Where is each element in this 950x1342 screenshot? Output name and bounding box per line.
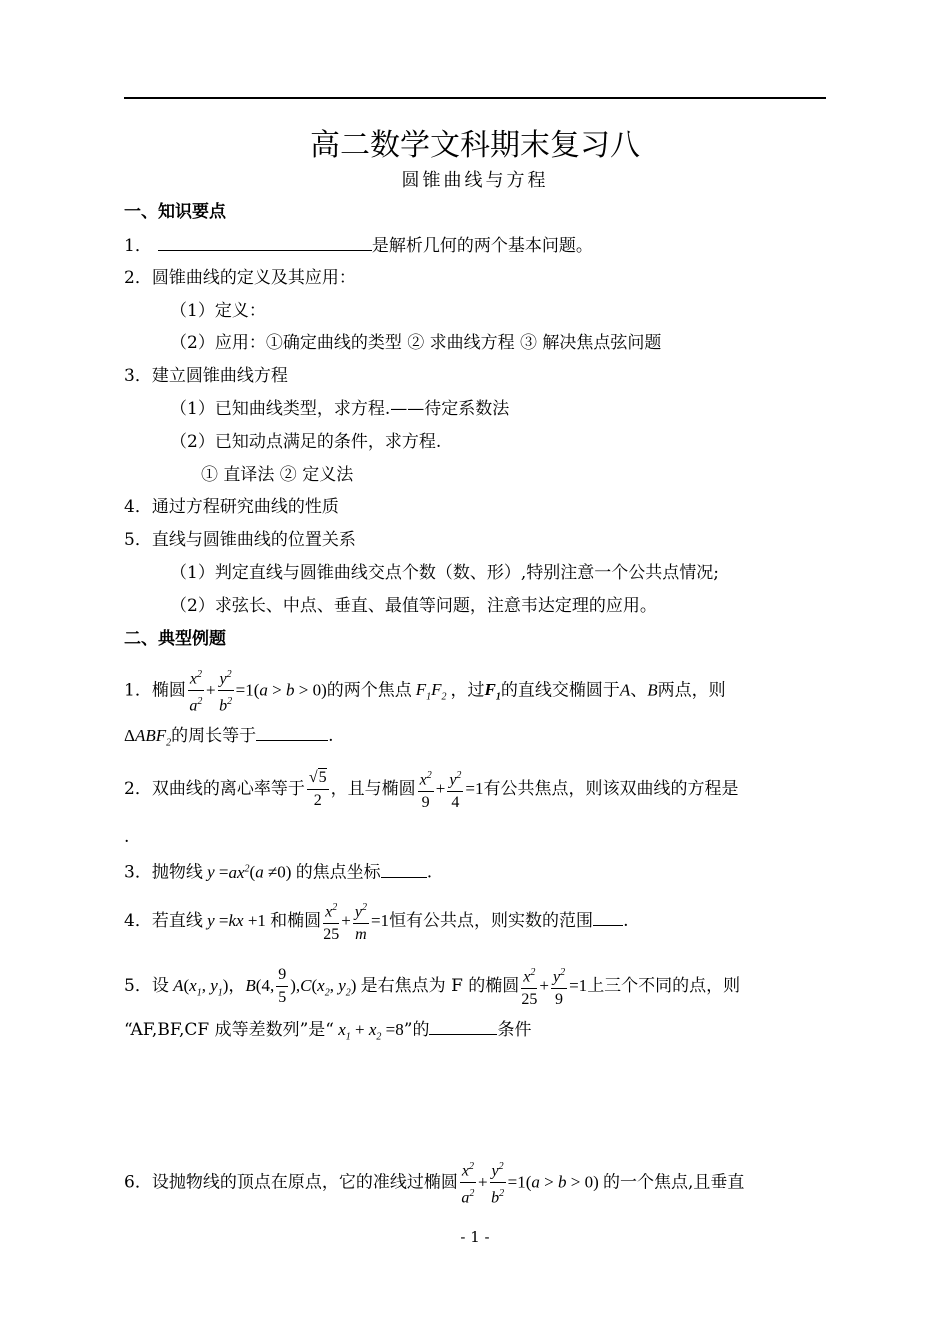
problem-2-end: .: [124, 827, 130, 847]
fill-blank[interactable]: [158, 232, 372, 251]
header-rule: [124, 97, 826, 99]
fraction: $\frac{y^2}{b^2}$: [490, 1156, 506, 1210]
section-heading-examples: 二、典型例题: [124, 629, 226, 649]
page-title: 高二数学文科期末复习八: [310, 128, 640, 163]
fraction: $\frac{x^2}{25}$: [521, 962, 537, 1011]
page-subtitle: 圆锥曲线与方程: [401, 170, 549, 191]
knowledge-item-1: 1． 是解析几何的两个基本问题。: [124, 232, 593, 259]
fraction: $\frac{y^2}{4}$: [447, 765, 463, 814]
problem-1-line-2: $\Delta ABF_2$的周长等于 .: [124, 722, 334, 756]
problem-3: 3．抛物线 $y =ax^2(a \ne 0)$ 的焦点坐标 .: [124, 856, 432, 886]
knowledge-item-2: 2．圆锥曲线的定义及其应用：: [124, 268, 356, 288]
knowledge-item-5-1: （1）判定直线与圆锥曲线交点个数（数、形）,特别注意一个公共点情况;: [170, 563, 719, 583]
fraction: $\frac{y^2}{9}$: [551, 962, 567, 1011]
knowledge-item-4: 4．通过方程研究曲线的性质: [124, 497, 339, 517]
page-number: - 1 -: [460, 1228, 490, 1246]
fraction: $\frac{√5}{2}$: [308, 769, 327, 810]
problem-4: 4．若直线 y =kx +1 和椭圆 $\frac{x^2}{25}$ + $\frac{y^2}{m}$ =1恒有公共点，则实数的范围 .: [124, 897, 628, 946]
knowledge-item-2-2: （2）应用：①确定曲线的类型 ② 求曲线方程 ③ 解决焦点弦问题: [170, 333, 662, 353]
fraction: $\frac{x^2}{25}$: [323, 897, 339, 946]
fraction: $\frac{x^2}{a^2}$: [188, 664, 204, 718]
fraction: $\frac{y^2}{b^2}$: [218, 664, 234, 718]
problem-5-line-1: 5．设 $A(x_1$, $y_1$)，B(4, $\frac{9}{5}$ )$,C(x_2$, $y_2$) 是右焦点为 F 的椭圆 $\frac{x^2}{25}$ + $\frac{y^2}{9}$ =1上三个不同的点，则: [124, 962, 740, 1011]
problem-2-line-1: 2．双曲线的离心率等于 $\frac{√5}{2}$ ，且与椭圆 $\frac{x^2}{9}$ + $\frac{y^2}{4}$ =1有公共焦点，则该双曲线的方程是: [124, 765, 739, 814]
fill-blank[interactable]: [381, 859, 427, 878]
fraction: $\frac{y^2}{m}$: [353, 897, 369, 946]
fill-blank[interactable]: [256, 722, 328, 741]
fill-blank[interactable]: [429, 1016, 497, 1035]
fraction: $\frac{9}{5}$: [278, 966, 287, 1007]
knowledge-item-3-2: （2）已知动点满足的条件，求方程.: [170, 432, 442, 452]
section-heading-knowledge: 一、知识要点: [124, 202, 226, 222]
knowledge-item-3-3: ① 直译法 ② 定义法: [201, 465, 354, 485]
problem-1-line-1: 1．椭圆 $\frac{x^2}{a^2}$ + $\frac{y^2}{b^2}$ =1(a > b > 0)的两个焦点 $F_1F_2$ ，过$F_1$的直线交椭圆于A、B两点，则: [124, 664, 726, 718]
knowledge-item-2-1: （1）定义：: [170, 301, 266, 321]
problem-5-line-2: “AF,BF,CF 成等差数列”是“ $x_1 + x_2 =8$”的 条件: [124, 1016, 531, 1050]
knowledge-item-5-2: （2）求弦长、中点、垂直、最值等问题，注意韦达定理的应用。: [170, 596, 657, 616]
knowledge-item-3-1: （1）已知曲线类型，求方程.——待定系数法: [170, 399, 510, 419]
knowledge-item-3: 3．建立圆锥曲线方程: [124, 366, 288, 386]
knowledge-item-5: 5．直线与圆锥曲线的位置关系: [124, 530, 356, 550]
fraction: $\frac{x^2}{9}$: [418, 765, 434, 814]
problem-6: 6．设抛物线的顶点在原点，它的准线过椭圆 $\frac{x^2}{a^2}$ + $\frac{y^2}{b^2}$ =1(a > b > 0) 的一个焦点,且垂直: [124, 1156, 744, 1210]
fill-blank[interactable]: [593, 907, 623, 926]
fraction: $\frac{x^2}{a^2}$: [460, 1156, 476, 1210]
